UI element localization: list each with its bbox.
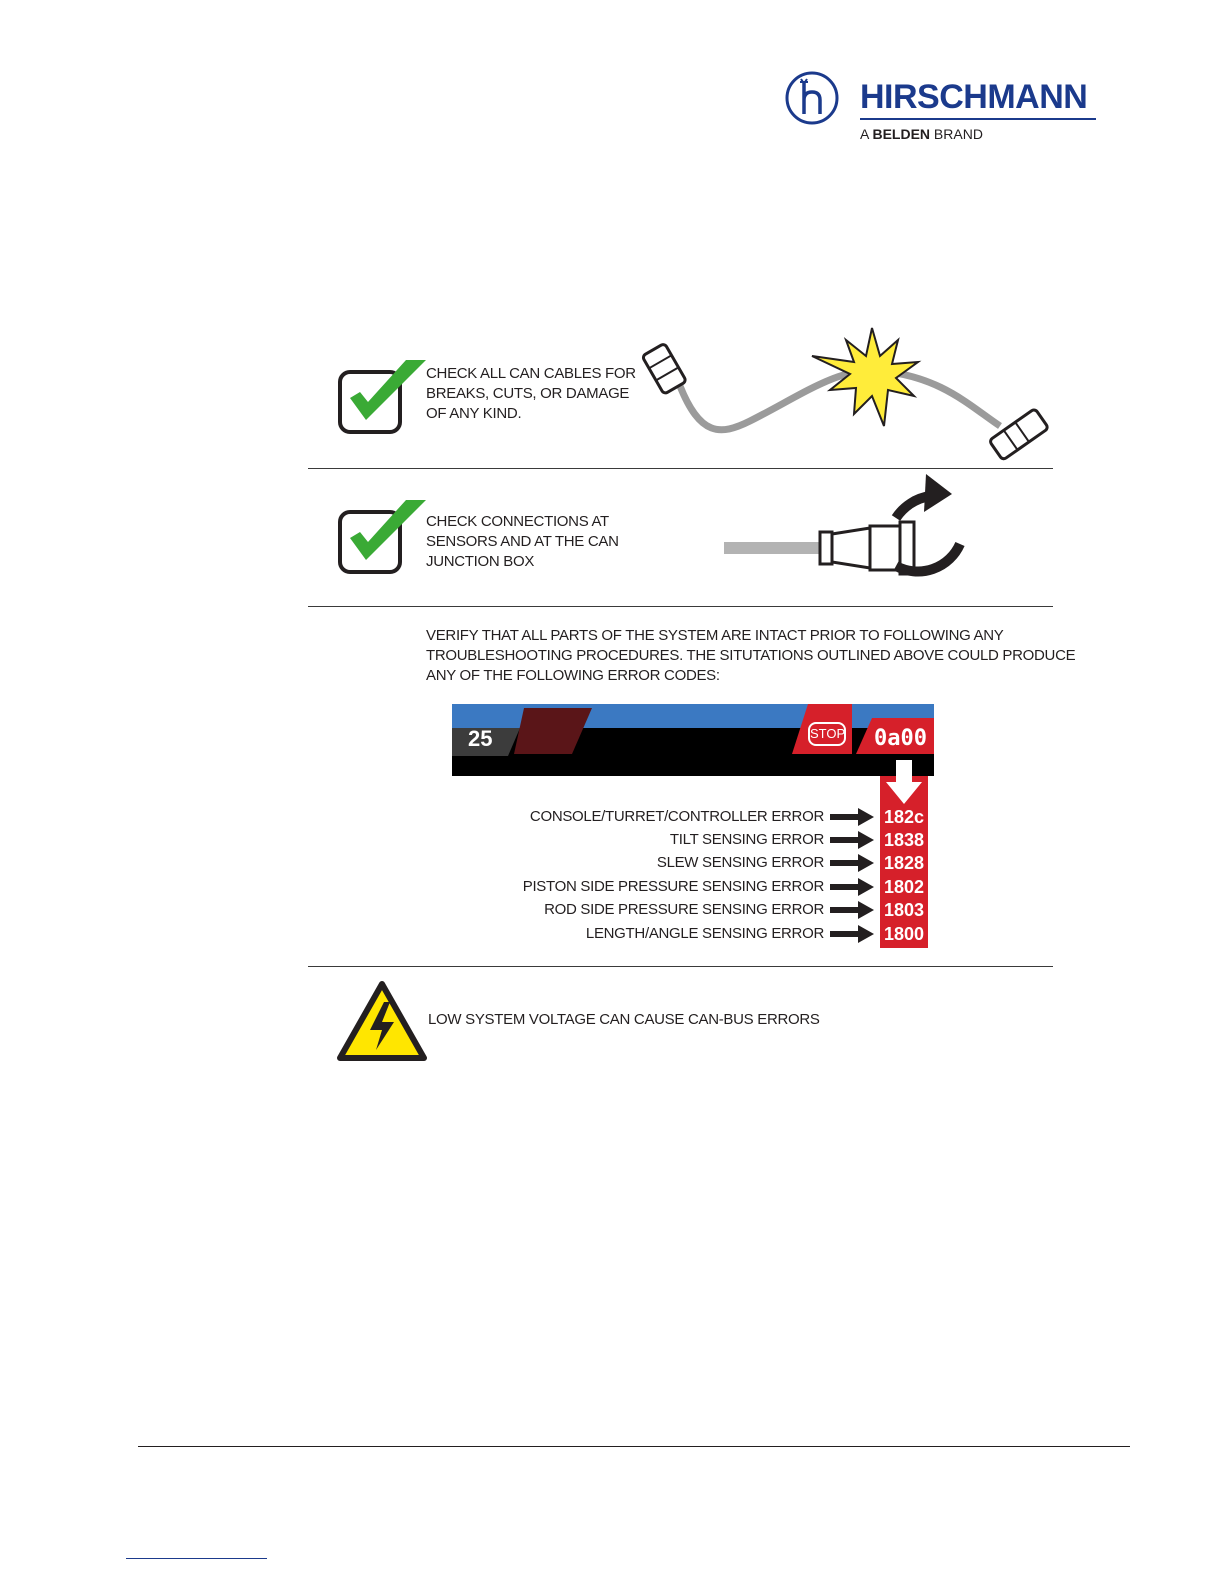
- hirschmann-logo: [784, 70, 1104, 150]
- logo-rule: [860, 118, 1096, 120]
- footer-rule: [138, 1446, 1130, 1447]
- operator-display-strip: [452, 704, 934, 776]
- logo-brand-name: HIRSCHMANN: [860, 78, 1088, 116]
- error-row: PISTON SIDE PRESSURE SENSING ERROR: [522, 878, 824, 895]
- footer-link-underline: [126, 1558, 267, 1559]
- error-row: ROD SIDE PRESSURE SENSING ERROR: [544, 901, 824, 918]
- display-left-value: 25: [468, 726, 493, 751]
- display-frame: [452, 704, 934, 776]
- error-code: 182c: [880, 806, 928, 828]
- logo-tagline: A BELDEN BRAND: [860, 126, 983, 142]
- high-voltage-warning-icon: [336, 980, 428, 1062]
- section-divider: [308, 966, 1053, 967]
- arrow-icons: [830, 806, 876, 946]
- check-cables-text: CHECK ALL CAN CABLES FOR BREAKS, CUTS, OR DAMAGE OF ANY KIND.: [426, 365, 636, 422]
- error-row: LENGTH/ANGLE SENSING ERROR: [585, 925, 824, 942]
- display-error-code: 0a00: [874, 726, 927, 751]
- connector-tighten-illustration: [720, 470, 980, 602]
- damaged-cable-illustration: [640, 326, 1060, 466]
- section-divider: [308, 606, 1053, 607]
- error-row: SLEW SENSING ERROR: [656, 854, 824, 871]
- error-row: TILT SENSING ERROR: [669, 831, 824, 848]
- error-code: 1800: [880, 923, 928, 945]
- error-code: 1803: [880, 899, 928, 921]
- stop-badge: STOP: [808, 722, 846, 746]
- down-arrow-icon: [886, 760, 922, 806]
- verify-instructions: VERIFY THAT ALL PARTS OF THE SYSTEM ARE INTACT PRIOR TO FOLLOWING ANY TROUBLESHOOTING PROCEDURES. THE SITUTATIONS OUTLINED ABOVE COULD PRODUCE ANY OF THE FOLLOWING ERROR CODES:: [426, 627, 1076, 684]
- check-connections-text: CHECK CONNECTIONS AT SENSORS AND AT THE CAN JUNCTION BOX: [426, 513, 619, 570]
- warning-text: LOW SYSTEM VOLTAGE CAN CAUSE CAN-BUS ERRORS: [428, 1011, 820, 1028]
- checkmark-icon: [336, 356, 432, 436]
- section-divider: [308, 468, 1053, 469]
- error-code: 1802: [880, 876, 928, 898]
- hirschmann-h-emblem-icon: [784, 70, 840, 126]
- error-row: CONSOLE/TURRET/CONTROLLER ERROR: [529, 808, 824, 825]
- checkmark-icon: [336, 496, 432, 576]
- error-code: 1828: [880, 852, 928, 874]
- error-code: 1838: [880, 829, 928, 851]
